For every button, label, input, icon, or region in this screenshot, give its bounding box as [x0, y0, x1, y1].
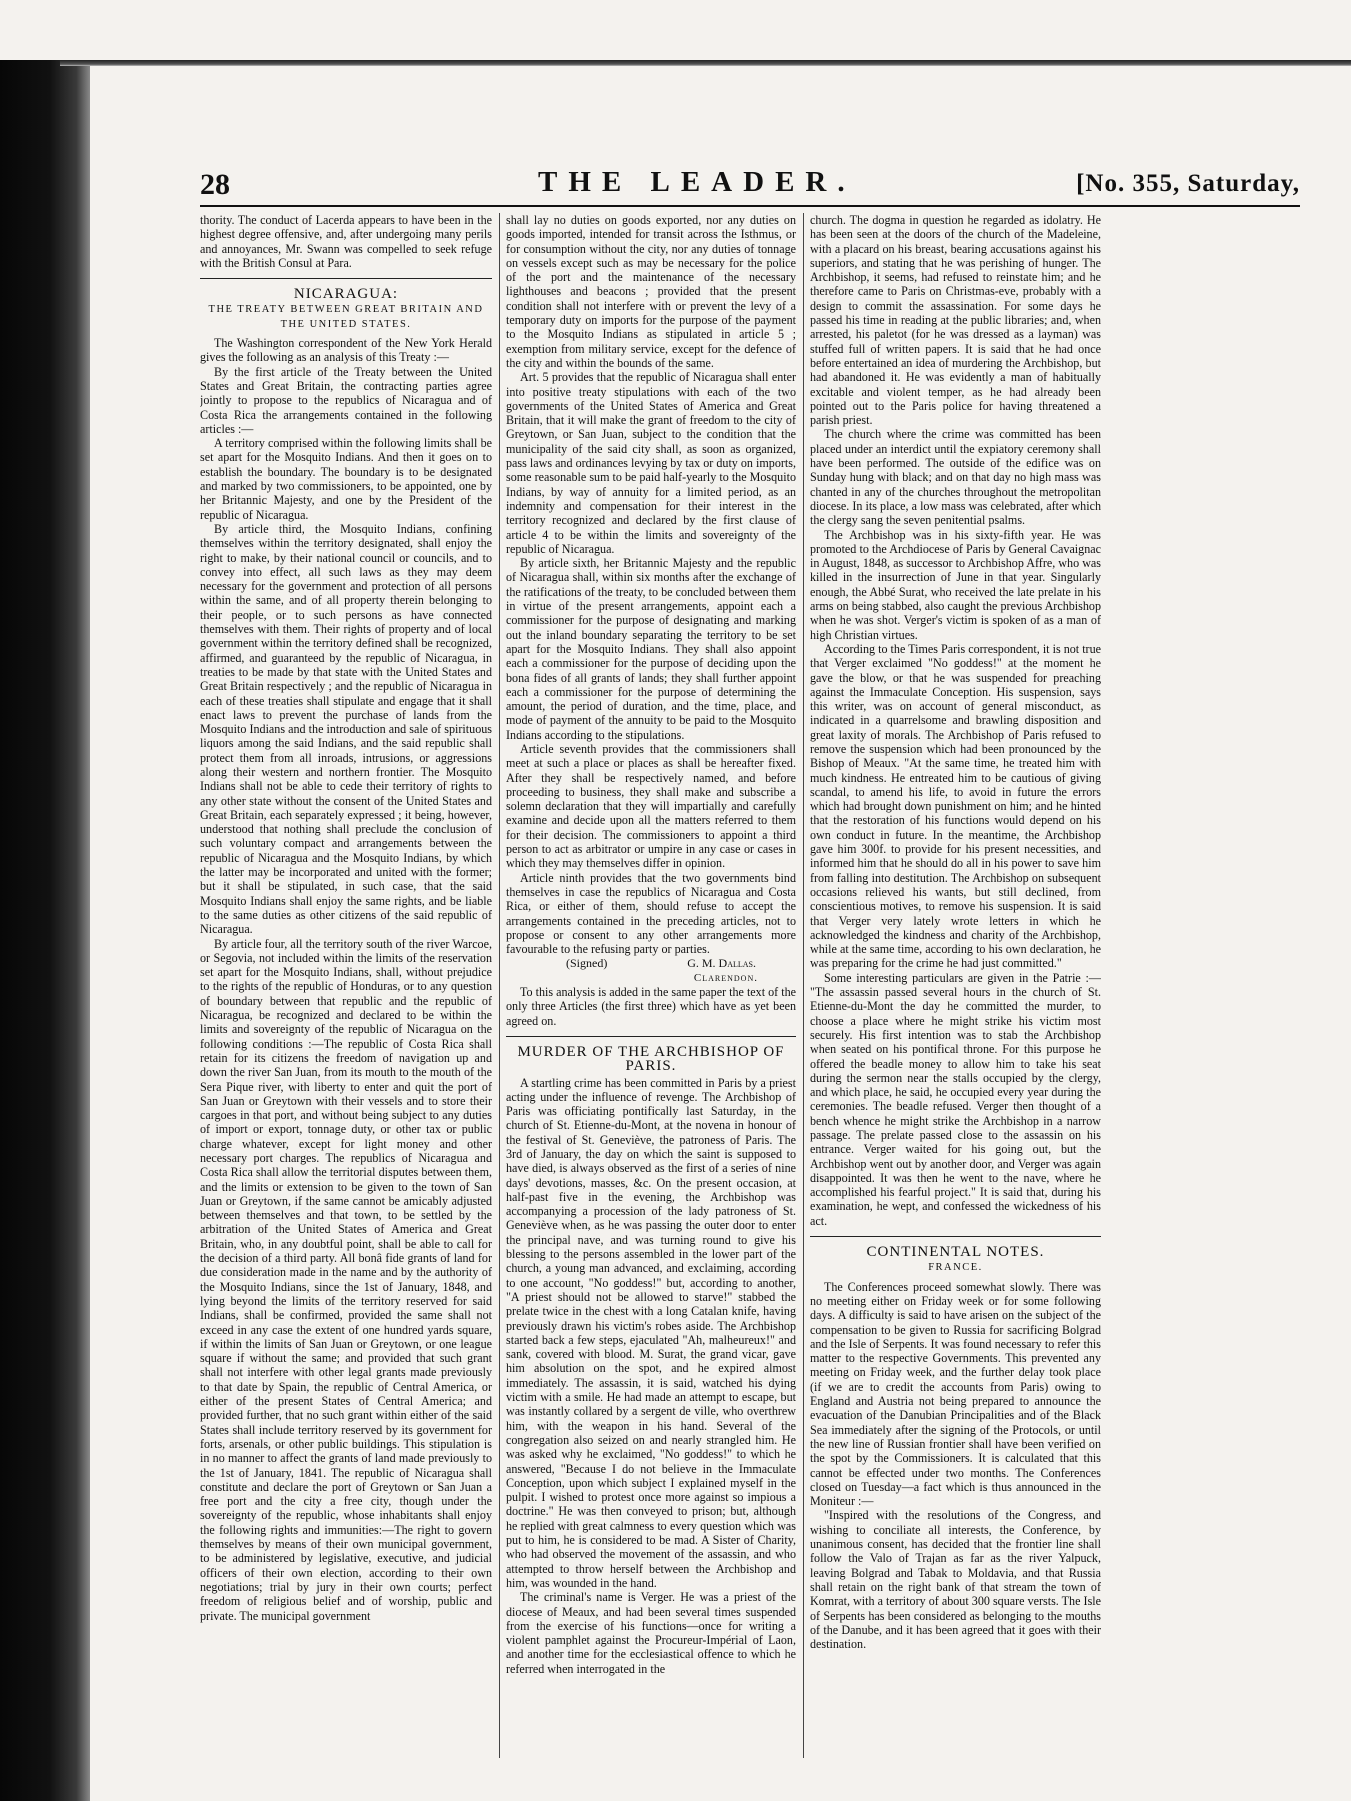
article-heading-continental: CONTINENTAL NOTES.	[810, 1236, 1101, 1259]
article-paragraph: The Washington correspondent of the New York Herald gives the following as an analysis of this Treaty :—	[200, 336, 492, 365]
signer-clarendon: Clarendon.	[693, 971, 758, 984]
article-heading-murder: MURDER OF THE ARCHBISHOP OF PARIS.	[506, 1036, 796, 1074]
column-2	[506, 213, 796, 1758]
article-paragraph: Art. 5 provides that the republic of Nicaragua shall enter into positive treaty stipulations with each of the two governments of the United States of America and Great Britain, that it will make the grant of freedom to the city of Greytown, or San Juan, subject to the condition that the municipality of the said city shall, as soon as organized, pass laws and ordinances levying by tax or duty on imports, some reasonable sum to be paid half-yearly to the Mosquito Indians, by way of annuity for a limited period, as an indemnity and compensation for their interest in the territory recognized and declared by the first clause of article 4 to be within the limits and sovereignty of the republic of Nicaragua.	[506, 370, 796, 556]
article-paragraph: A startling crime has been committed in Paris by a priest acting under the influence of revenge. The Archbishop of Paris was officiating pontifically last Saturday, in the church of St. Etienne-du-Mont, at the novena in honour of the festival of St. Geneviève, the patroness of Paris. The 3rd of January, the day on which the saint is supposed to have died, is always observed as the first of a series of nine days' devotions, masses, &c. On the present occasion, at half-past five in the evening, the Archbishop was accompanying a procession of the lady patroness of St. Geneviève when, as he was passing the outer door to enter the principal nave, and was turning round to give his blessing to the persons assembled in the lower part of the church, a young man advanced, and exclaiming, according to one account, "No goddess!" but, according to another, "A priest should not be allowed to starve!" stabbed the prelate twice in the chest with a long Catalan knife, having previously drawn his victim's robes aside. The Archbishop started back a few steps, ejaculated "Ah, malheureux!" and sank, covered with blood. M. Surat, the grand vicar, gave him absolution on the spot, and he expired almost immediately. The assassin, it is said, watched his dying victim with a smile. He had made an attempt to escape, but was instantly collared by a sergent de ville, who overthrew him, with the weapon in his hand. Several of the congregation also seized on and nearly strangled him. He was asked why he exclaimed, "No goddess!" to which he answered, "Because I do not believe in the Immaculate Conception, upon which subject I explained myself in the pulpit. I wished to protest once more against so impious a doctrine." He was then conveyed to prison; but, although he replied with great calmness to every question which was put to him, he is considered to be mad. A Sister of Charity, who had observed the movement of the assassin, and who attempted to throw herself between the Archbishop and him, was wounded in the hand.	[506, 1075, 796, 1590]
masthead-title: THE LEADER.	[538, 166, 856, 198]
article-paragraph: By the first article of the Treaty between the United States and Great Britain, the contracting parties agree jointly to propose to the republics of Nicaragua and of Costa Rica the arrangements contained in the following articles :—	[200, 364, 492, 436]
page-number: 28	[200, 168, 230, 201]
article-paragraph: By article sixth, her Britannic Majesty and the republic of Nicaragua shall, within six months after the exchange of the ratifications of the treaty, to be concluded between them in virtue of the present arrangements, appoint each a commissioner for the purpose of designating and marking out the inland boundary separating the territory to be set apart for the Mosquito Indians. They shall also appoint each a commissioner for the purpose of deciding upon the bona fides of all grants of lands; they shall further appoint each a commissioner for the purpose of determining the amount, the period of duration, and the time, place, and mode of payment of the annuity to be paid to the Mosquito Indians according to the stipulations.	[506, 556, 796, 742]
column-divider	[499, 213, 500, 1758]
article-paragraph: By article third, the Mosquito Indians, confining themselves within the territory designated, shall enjoy the right to make, by their national council or councils, and to convey into effect, all such laws as they may deem necessary for the government and protection of all persons within the same, and of all property therein belonging to their people, or to such persons as have connected themselves with them. Their rights of property and of local government within the territory defined shall be recognized, affirmed, and guaranteed by the republic of Nicaragua, in treaties to be made by that state with the United States and Great Britain respectively ; and the republic of Nicaragua in each of these treaties shall stipulate and engage that it shall enact laws to prevent the purchase of lands from the Mosquito Indians and the introduction and sale of spirituous liquors among the said Indians, and the said republic shall protect them from all inroads, intrusions, or aggressions along their western and northern frontier. The Mosquito Indians shall not be able to cede their territory of rights to any other state without the consent of the United States and Great Britain, each separately expressed ; it being, however, understood that nothing shall preclude the conclusion of such voluntary compact and arrangements between the republic of Nicaragua and the Mosquito Indians, by which the latter may be incorporated and united with the former; but it shall be stipulated, in such case, that the said Mosquito Indians shall enjoy the same rights, and be liable to the same duties as other citizens of the said republic of Nicaragua.	[200, 521, 492, 937]
article-paragraph: A territory comprised within the following limits shall be set apart for the Mosquito Indians. And then it goes on to establish the boundary. The boundary is to be designated and marked by two commissioners, to be appointed, one by her Britannic Majesty, and one by the President of the republic of Nicaragua.	[200, 436, 492, 522]
article-paragraph: According to the Times Paris correspondent, it is not true that Verger exclaimed "No goddess!" at the moment he gave the blow, or that he was suspended for preaching against the Immaculate Conception. His suspension, says this writer, was on account of general misconduct, as indicated in a quarrelsome and brawling disposition and great laxity of morals. The Archbishop of Paris refused to remove the suspension which had been pronounced by the Bishop of Meaux. "At the same time, he treated him with much kindness. He entreated him to be cautious of giving scandal, to amend his life, to avoid in future the errors which had brought down punishment on him; and he hinted that the restoration of his functions would depend on his own conduct in future. In the meantime, the Archbishop gave him 300f. to provide for his present necessities, and informed him that he should do all in his power to save him from falling into destitution. The Archbishop on subsequent occasions relieved his wants, but still declined, from conscientious motives, to remove his suspension. It is said that Verger very lately wrote letters in which he acknowledged the kindness and charity of the Archbishop, while at the same time, according to his own declaration, he was preparing for the crime he had just committed."	[810, 641, 1101, 971]
article-heading-nicaragua: NICARAGUA:	[200, 278, 492, 301]
article-paragraph: Article seventh provides that the commissioners shall meet at such a place or places as shall be hereafter fixed. After they shall be respectively named, and before proceeding to business, they shall make and subscribe a solemn declaration that they will impartially and carefully examine and decide upon all the matters referred to them for their decision. The commissioners to appoint a third person to act as arbitrator or umpire in any case or cases in which they may themselves differ in opinion.	[506, 741, 796, 871]
column-3	[810, 213, 1101, 1758]
article-paragraph: The church where the crime was committed has been placed under an interdict until the expiatory ceremony shall have been performed. The outside of the edifice was on Sunday hung with black; and on that day no high mass was chanted in any of the churches throughout the metropolitan diocese. In its place, a low mass was celebrated, after which the clergy sang the seven penitential psalms.	[810, 427, 1101, 528]
article-paragraph: To this analysis is added in the same paper the text of the only three Articles (the first three) which have as yet been agreed on.	[506, 985, 796, 1028]
article-subheading: THE TREATY BETWEEN GREAT BRITAIN AND THE UNITED STATES.	[208, 304, 484, 330]
treaty-signature	[506, 956, 796, 970]
article-paragraph: "Inspired with the resolutions of the Congress, and wishing to conciliate all interests, the Conference, by unanimous consent, has decided that the frontier line shall follow the Valo of Trajan as far as the river Yalpuck, leaving Bolgrad and Tabak to Moldavia, and that Russia shall retain on the right bank of that stream the town of Komrat, with a territory of about 300 square versts. The Isle of Serpents has been considered as belonging to the mouths of the Danube, and it has been agreed that it goes with their destination.	[810, 1508, 1101, 1652]
article-paragraph: The Conferences proceed somewhat slowly. There was no meeting either on Friday week or for some following days. A difficulty is said to have arisen on the subject of the compensation to be given to Russia for sacrificing Bolgrad and the Isle of Serpents. It was found necessary to refer this matter to the respective Governments. This prevented any meeting on Friday week, and the further delay took place (if we are to credit the accounts from Paris) owing to England and Austria not being prepared to announce the evacuation of the Danubian Principalities and of the Black Sea immediately after the signing of the Protocols, or until the new line of Russian frontier shall have been verified on the spot by the Commissioners. It is calculated that this cannot be effected under two months. The Conferences closed on Tuesday—a fact which is thus announced in the Moniteur :—	[810, 1279, 1101, 1509]
page-top-edge	[60, 60, 1351, 66]
article-paragraph: The Archbishop was in his sixty-fifth year. He was promoted to the Archdiocese of Paris by General Cavaignac in August, 1848, as successor to Archbishop Affre, who was killed in the insurrection of June in that year. Singularly enough, the Abbé Surat, who received the late prelate in his arms on being stabbed, also caught the previous Archbishop when he was shot. Verger's victim is spoken of as a man of high Christian virtues.	[810, 527, 1101, 642]
signed-label: (Signed)	[566, 956, 608, 971]
header-rule	[200, 205, 1300, 207]
issue-info: [No. 355, Saturday,	[1076, 170, 1300, 197]
signer-dallas: G. M. Dallas.	[687, 956, 756, 971]
article-subheading-france: FRANCE.	[928, 1262, 983, 1274]
article-paragraph: Some interesting particulars are given in the Patrie :— "The assassin passed several hours in the church of St. Etienne-du-Mont the day he committed the murder, to choose a place where he might strike his victim most securely. His first intention was to stab the Archbishop when seated on his pontifical throne. For this purpose he offered the beadle money to allow him to take his seat during the sermon near the stalls occupied by the clergy, and which place, he said, he occupied every year during the ceremonies. The beadle refused. Verger then thought of a bench whence he might strike the Archbishop in a narrow passage. The prelate passed close to the assassin on his entrance. Verger waited for his going out, but the Archbishop went out by another door, and Verger was again disappointed. It was then he went to the nave, where he accomplished his fearful project." It is said that, during his examination, he wept, and confessed the wickedness of his act.	[810, 970, 1101, 1228]
article-paragraph: Article ninth provides that the two governments bind themselves in case the republics of Nicaragua and Costa Rica, or either of them, should refuse to accept the arrangements contained in the preceding articles, not to propose or consent to any other arrangements more favourable to the refusing party or parties.	[506, 870, 796, 957]
article-paragraph: thority. The conduct of Lacerda appears to have been in the highest degree offensive, and, after undergoing many perils and annoyances, Mr. Swann was compelled to seek refuge with the British Consul at Para.	[200, 213, 492, 270]
column-1	[200, 213, 492, 1758]
book-binding-shadow	[0, 60, 90, 1801]
article-paragraph: The criminal's name is Verger. He was a priest of the diocese of Meaux, and had been several times suspended from the exercise of his functions—once for writing a violent pamphlet against the Procureur-Impérial of Laon, and another time for the ecclesiastical offence to which he referred when interrogated in the	[506, 1590, 796, 1676]
article-paragraph: church. The dogma in question he regarded as idolatry. He has been seen at the doors of the church of the Madeleine, with a placard on his breast, bearing accusations against his superiors, and stating that he was perishing of hunger. The Archbishop, it seems, had refused to reinstate him; and he therefore came to Paris on Christmas-eve, probably with a design to commit the assassination. For some days he passed his time in reading at the public libraries; and, when arrested, his paletot (for he was dressed as a layman) was stuffed full of written papers. It is said that he had once before entertained an idea of murdering the Archbishop, but had abandoned it. He was evidently a man of habitually excitable and violent temper, as he had already been pointed out to the Paris police for having threatened a parish priest.	[810, 213, 1101, 428]
page-header	[200, 166, 1300, 200]
column-divider	[803, 213, 804, 1758]
article-paragraph: By article four, all the territory south of the river Warcoe, or Segovia, not included within the limits of the reservation set apart for the Mosquito Indians, shall, without prejudice to the rights of the republic of Honduras, or to any question of boundary between that republic and the republic of Nicaragua, be recognized and declared to be within the limits and sovereignty of the republic of Nicaragua on the following conditions :—The republic of Costa Rica shall retain for its citizens the freedom of navigation up and down the river San Juan, from its mouth to the mouth of the Sera Pique river, with liberty to enter and quit the port of San Juan or Greytown with their vessels and to store their cargoes in that port, and without being subject to any duties of import or export, tonnage duty, or other tax or public charge whatever, except for light money and other necessary port charges. The republics of Nicaragua and Costa Rica shall allow the territorial disputes between them, and the limits or extension to be given to the town of San Juan or Greytown, if the same cannot be amicably adjusted between themselves and that town, to be settled by the arbitration of the United States of America and Great Britain, who, in any doubtful point, shall be able to call for the decision of a third party. All bonâ fide grants of land for due consideration made in the name and by the authority of the Mosquito Indians, since the 1st of January, 1848, and lying beyond the limits of the territory reserved for said Indians, shall be confirmed, provided the same shall not exceed in any case the extent of one hundred yards square, if within the limits of San Juan or Greytown, or one league square if without the same; and provided that such grant shall not interfere with other legal grants made previously to that date by Spain, the republic of Central America, or either of the present States of Central America; and provided further, that no such grant within either of the said States shall include territory reserved by its government for forts, arsenals, or other public buildings. This stipulation is in no manner to affect the grants of land made previously to the 1st of January, 1841. The republic of Nicaragua shall constitute and declare the port of Greytown or San Juan a free port and the city a free city, though under the sovereignty of the republic, whose inhabitants shall enjoy the following rights and immunities:—The right to govern themselves by means of their own municipal government, to be administered by legislative, executive, and judicial officers of their own election, according to their own negotiations; trial by jury in their own courts; perfect freedom of religious belief and of worship, public and private. The municipal government	[200, 936, 492, 1623]
article-paragraph: shall lay no duties on goods exported, nor any duties on goods imported, intended for transit across the Isthmus, or for consumption without the city, nor any duties of tonnage on vessels except such as may be necessary for the police of the port and the maintenance of the necessary lighthouses and beacons ; provided that the present condition shall not interfere with or prevent the levy of a temporary duty on imports for the purpose of the payment to the Mosquito Indians as stipulated in article 5 ; exemption from military service, except for the defence of the city and within the bounds of the same.	[506, 213, 796, 370]
